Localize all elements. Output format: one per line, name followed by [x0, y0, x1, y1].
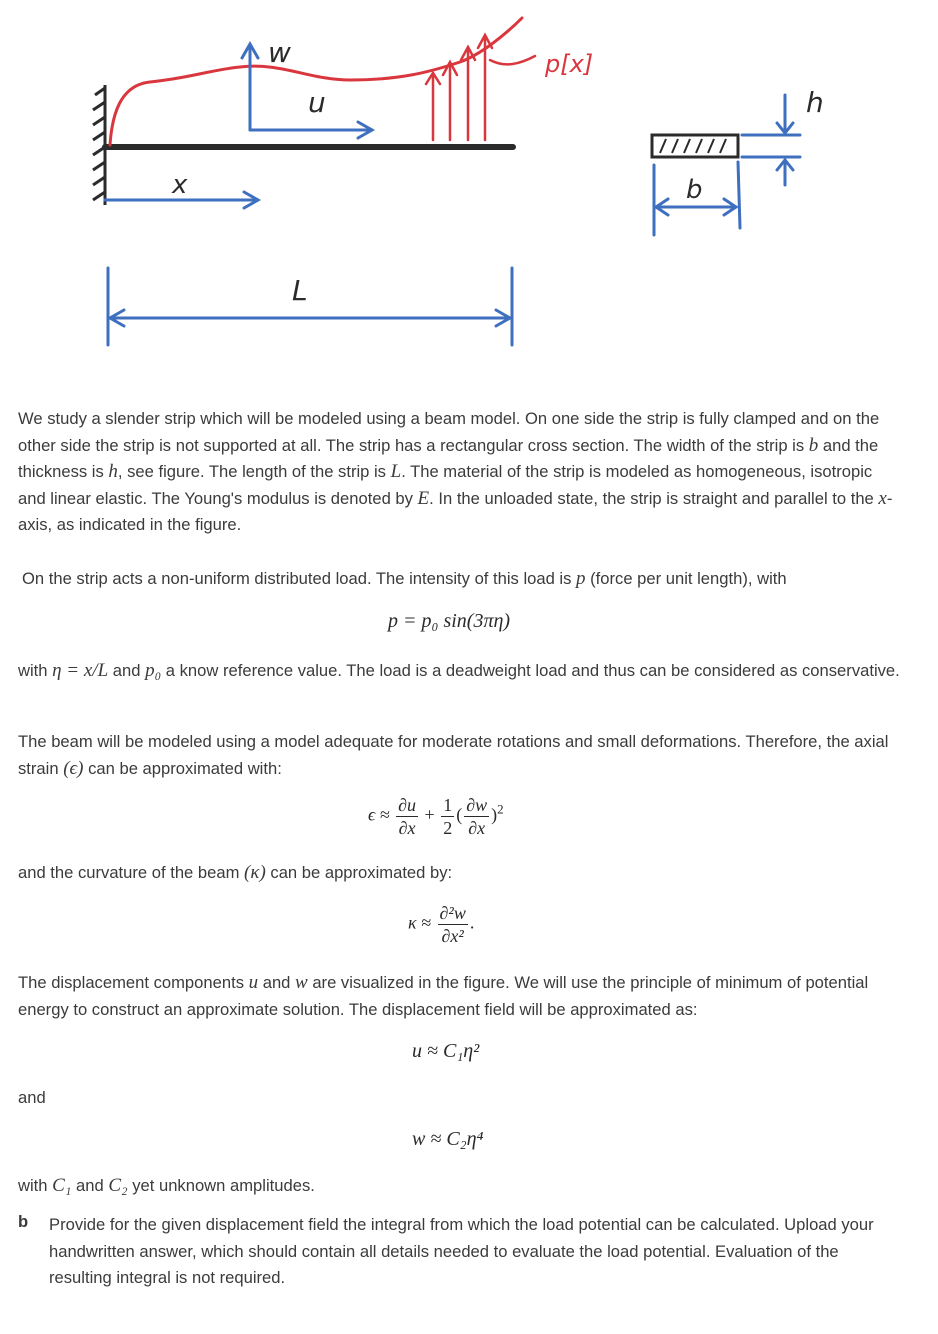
load-equation: p = p₀ sin(3πη) [388, 610, 511, 632]
math-p0: p₀ [145, 660, 162, 681]
intro-paragraph [18, 406, 903, 539]
load-paragraph [22, 566, 907, 593]
text-span: . In the unloaded state, the strip is straight and parallel to the [429, 488, 879, 508]
u-equation: u ≈ C₁η² [412, 1040, 480, 1062]
text-span: a know reference value. The load is a deadweight load and thus can be considered as conservative. [161, 661, 900, 680]
question-label: b [18, 1212, 29, 1231]
curvature-equation [408, 902, 474, 947]
text-span: with [18, 1176, 53, 1195]
w-label: w [268, 36, 291, 69]
curvature-paragraph [18, 860, 903, 887]
eq-lhs: ϵ ≈ [368, 804, 390, 825]
strain-paragraph [18, 729, 903, 782]
text-span: We study a slender strip which will be modeled using a beam model. On one side the strip is fully clamped and on the other side the strip is not supported at all. The strip has a rectangular cross section. The width of the strip is [18, 409, 880, 455]
cross-section [652, 86, 824, 235]
text-span: , see figure. The length of the strip is [117, 462, 391, 481]
frac-den: 2 [443, 818, 453, 838]
text-span: and [108, 661, 146, 680]
math-kappa: (κ) [244, 862, 266, 883]
text-span: can be approximated with: [83, 758, 282, 778]
text-span: The displacement components [18, 973, 249, 992]
text-span: . The material of the strip is modeled as homogeneous, isotropic and linear elastic. The Young's modulus is denoted by [18, 462, 873, 508]
math-L: L [390, 461, 402, 482]
text-span: and the thickness is [18, 435, 879, 481]
frac-num: ∂w [466, 795, 488, 815]
power: 2 [497, 801, 504, 817]
text-span: yet unknown amplitudes. [127, 1176, 315, 1195]
load-label: p[x] [545, 50, 594, 78]
frac-den: ∂x [464, 816, 489, 839]
fraction [441, 794, 454, 839]
eta-paragraph [18, 658, 903, 685]
u-label: u [308, 86, 326, 119]
fraction [464, 794, 489, 839]
load-curve [110, 18, 522, 145]
text-span: The beam will be modeled using a model adequate for moderate rotations and small deformations. Therefore, the axial strain [18, 732, 889, 778]
plus: + [424, 804, 435, 825]
text-span: (force per unit length), with [585, 569, 787, 588]
eq-lhs: κ ≈ [408, 912, 432, 933]
math-h: h [108, 461, 118, 482]
strain-equation: ϵ ≈ $\frac{\partial u}{\partial x}$ + $\frac{1}{2}$ ( $\frac{\partial w}{\partial x}$ )$^2$ [368, 795, 504, 838]
period: . [469, 912, 475, 933]
text-span: and [71, 1176, 109, 1195]
frac-den: ∂x [396, 816, 418, 839]
text-span: -axis, as indicated in the figure. [18, 488, 893, 534]
math-c1: C₁ [52, 1175, 72, 1196]
math-p: p [576, 568, 586, 589]
x-label: x [172, 170, 188, 200]
displacement-paragraph [18, 970, 903, 1023]
b-label: b [686, 175, 703, 205]
fraction [438, 902, 468, 947]
frac-num: ∂²w [439, 903, 466, 923]
text-span: and [258, 973, 296, 992]
text-span: are visualized in the figure. We will use the principle of minimum of potential energy to construct an approximate solution. The displacement field will be approximated as: [18, 973, 869, 1019]
text-span: and the curvature of the beam [18, 863, 245, 882]
text-span: can be approximated by: [265, 863, 453, 882]
frac-num: 1 [443, 795, 453, 815]
math-x: x [878, 487, 887, 509]
h-label: h [806, 86, 824, 119]
frac-num: ∂u [398, 795, 417, 815]
frac-den: ∂x² [438, 924, 468, 947]
math-eta: η = x/L [52, 660, 109, 681]
question-text: Provide for the given displacement field the integral from which the load potential can be calculated. Upload your handwritten answer, which should contain all details needed to evaluate the load potential. Evaluation of the resulting integral is not required. [49, 1215, 874, 1287]
fraction [396, 794, 418, 839]
math-b: b [808, 434, 819, 456]
w-equation: w ≈ C₂η⁴ [412, 1128, 484, 1150]
length-label: L [292, 274, 308, 307]
text-span: with [18, 661, 53, 680]
math-w: w [295, 972, 308, 993]
math-u: u [248, 972, 259, 993]
amplitudes-paragraph [18, 1173, 903, 1200]
math-eps: (ϵ) [63, 757, 84, 779]
math-E: E [417, 487, 430, 509]
math-c2: C₂ [108, 1175, 128, 1196]
and-text: and [18, 1088, 46, 1107]
text-span: On the strip acts a non-uniform distributed load. The intensity of this load is [22, 569, 577, 588]
beam-figure [0, 0, 938, 390]
